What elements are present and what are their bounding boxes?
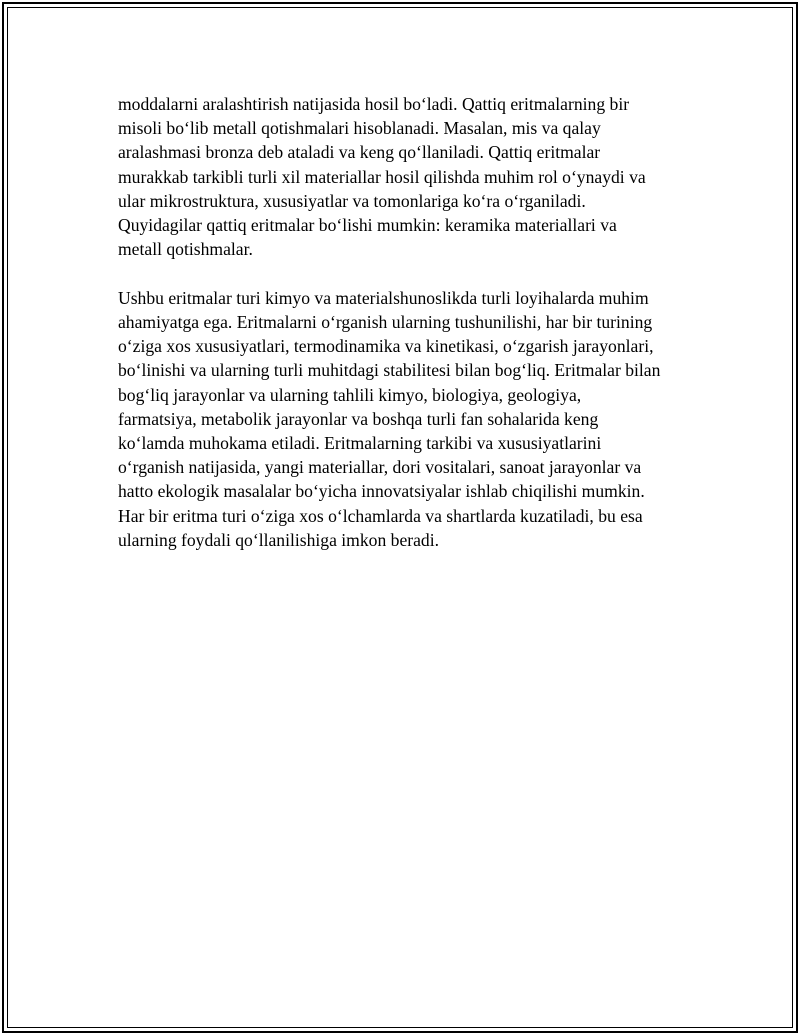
paragraph-line: farmatsiya, metabolik jarayonlar va boshqa turli fan sohalarida keng xyxy=(118,408,599,429)
paragraph-line: aralashmasi bronza deb ataladi va keng qoʻllaniladi. Qattiq eritmalar xyxy=(118,142,601,163)
paragraph-line: Ushbu eritmalar turi kimyo va materialshunoslikda turli loyihalarda muhim xyxy=(118,287,649,308)
paragraph-line: misoli boʻlib metall qotishmalari hisoblanadi. Masalan, mis va qalay xyxy=(118,118,601,139)
paragraph-line: ularning foydali qoʻllanilishiga imkon beradi. xyxy=(118,529,440,550)
paragraph-line: koʻlamda muhokama etiladi. Eritmalarning tarkibi va xususiyatlarini xyxy=(118,433,602,454)
paragraph-line: moddalarni aralashtirish natijasida hosil boʻladi. Qattiq eritmalarning bir xyxy=(118,94,630,114)
paragraph-line: oʻziga xos xususiyatlari, termodinamika va kinetikasi, oʻzgarish jarayonlari, xyxy=(118,336,654,357)
paragraph-1 xyxy=(118,92,698,261)
paragraph-line: metall qotishmalar. xyxy=(118,239,253,260)
paragraph-line: oʻrganish natijasida, yangi materiallar, dori vositalari, sanoat jarayonlar va xyxy=(118,457,642,478)
paragraph-line: bogʻliq jarayonlar va ularning tahlili kimyo, biologiya, geologiya, xyxy=(118,384,582,405)
paragraph-2 xyxy=(118,286,698,552)
paragraph-line: murakkab tarkibli turli xil materiallar hosil qilishda muhim rol oʻynaydi va xyxy=(118,166,646,187)
paragraph-line: boʻlinishi va ularning turli muhitdagi stabilitesi bilan bogʻliq. Eritmalar bilan xyxy=(118,360,661,381)
paragraph-line: ular mikrostruktura, xususiyatlar va tomonlariga koʻra oʻrganiladi. xyxy=(118,190,586,211)
paragraph-line: Quyidagilar qattiq eritmalar boʻlishi mumkin: keramika materiallari va xyxy=(118,215,617,236)
paragraph-line: Har bir eritma turi oʻziga xos oʻlchamlarda va shartlarda kuzatiladi, bu esa xyxy=(118,505,643,526)
document-body xyxy=(118,92,698,552)
paragraph-line: hatto ekologik masalalar boʻyicha innovatsiyalar ishlab chiqilishi mumkin. xyxy=(118,481,645,502)
paragraph-line: ahamiyatga ega. Eritmalarni oʻrganish ularning tushunilishi, har bir turining xyxy=(118,312,653,333)
